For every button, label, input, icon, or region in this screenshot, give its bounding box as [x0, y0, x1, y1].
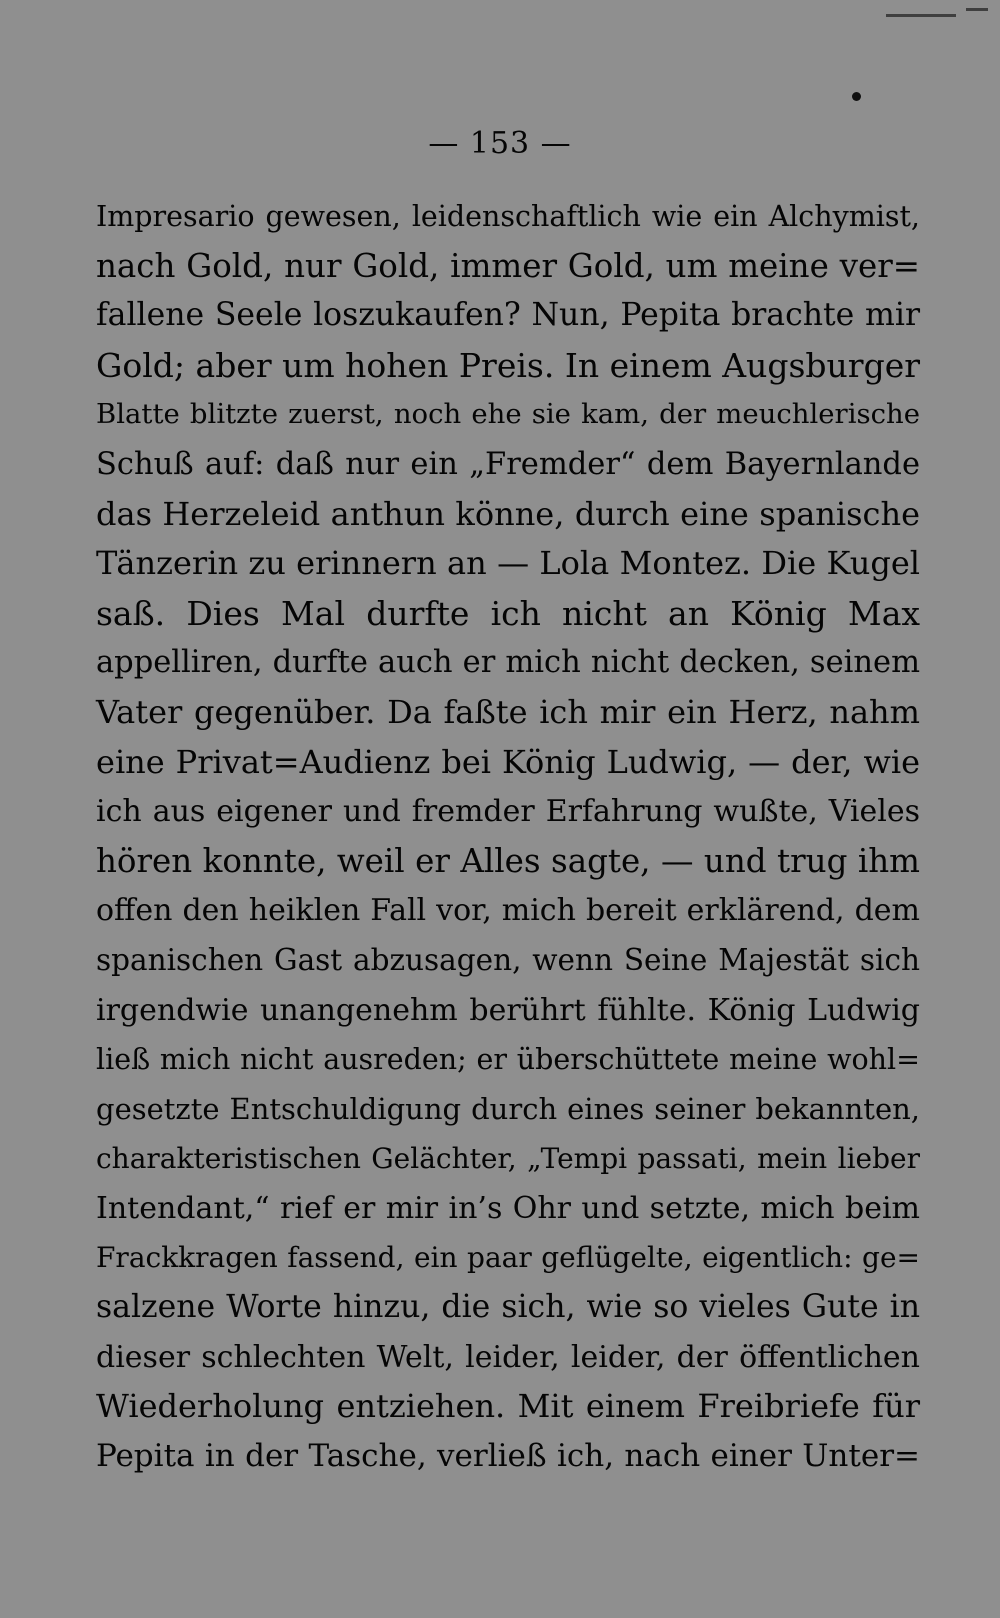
text-line: Blatte blitzte zuerst, noch ehe sie kam, der meuchlerische — [96, 398, 920, 431]
text-line: ich aus eigener und fremder Erfahrung wußte, Vieles — [96, 794, 920, 830]
text-line: Intendant,“ rief er mir in’s Ohr und setzte, mich beim — [96, 1190, 920, 1226]
text-line: eine Privat=Audienz bei König Ludwig, — der, wie — [96, 742, 920, 781]
text-line: Vater gegenüber. Da faßte ich mir ein Herz, nahm — [96, 692, 920, 731]
text-line: Wiederholung entziehen. Mit einem Freibriefe für — [96, 1387, 920, 1426]
scan-artifact — [966, 8, 988, 11]
text-line: gesetzte Entschuldigung durch eines seiner bekannten, — [96, 1091, 920, 1126]
text-line: salzene Worte hinzu, die sich, wie so vieles Gute in — [96, 1289, 920, 1326]
text-line: irgendwie unangenehm berührt fühlte. König Ludwig — [96, 992, 920, 1028]
page-number: — 153 — — [428, 126, 572, 161]
text-line: hören konnte, weil er Alles sagte, — und trug ihm — [96, 841, 920, 880]
text-line: Tänzerin zu erinnern an — Lola Montez. Die Kugel — [96, 544, 920, 583]
text-line: charakteristischen Gelächter, „Tempi passati, mein lieber — [96, 1142, 920, 1176]
text-line: das Herzeleid anthun könne, durch eine spanische — [96, 494, 920, 533]
body-text — [96, 192, 920, 1481]
text-line: Gold; aber um hohen Preis. In einem Augsburger — [96, 345, 920, 385]
text-line: saß. Dies Mal durfte ich nicht an König Max — [96, 593, 920, 633]
text-line: Schuß auf: daß nur ein „Fremder“ dem Bayernlande — [96, 446, 920, 482]
text-line: dieser schlechten Welt, leider, leider, der öffentlichen — [96, 1339, 920, 1375]
text-line: offen den heiklen Fall vor, mich bereit erklärend, dem — [96, 893, 920, 929]
text-line: Impresario gewesen, leidenschaftlich wie ein Alchymist, — [96, 200, 920, 233]
text-line: appelliren, durfte auch er mich nicht decken, seinem — [96, 645, 920, 681]
scan-artifact — [886, 14, 956, 17]
text-line: spanischen Gast abzusagen, wenn Seine Majestät sich — [96, 942, 920, 977]
scan-artifact — [852, 92, 861, 101]
text-line: Frackkragen fassend, ein paar geflügelte, eigentlich: ge= — [96, 1241, 920, 1275]
text-line: nach Gold, nur Gold, immer Gold, um meine ver= — [96, 246, 920, 285]
text-line: fallene Seele loszukaufen? Nun, Pepita brachte mir — [96, 297, 920, 334]
text-line: ließ mich nicht ausreden; er überschüttete meine wohl= — [96, 1043, 920, 1077]
text-line: Pepita in der Tasche, verließ ich, nach einer Unter= — [96, 1437, 920, 1474]
